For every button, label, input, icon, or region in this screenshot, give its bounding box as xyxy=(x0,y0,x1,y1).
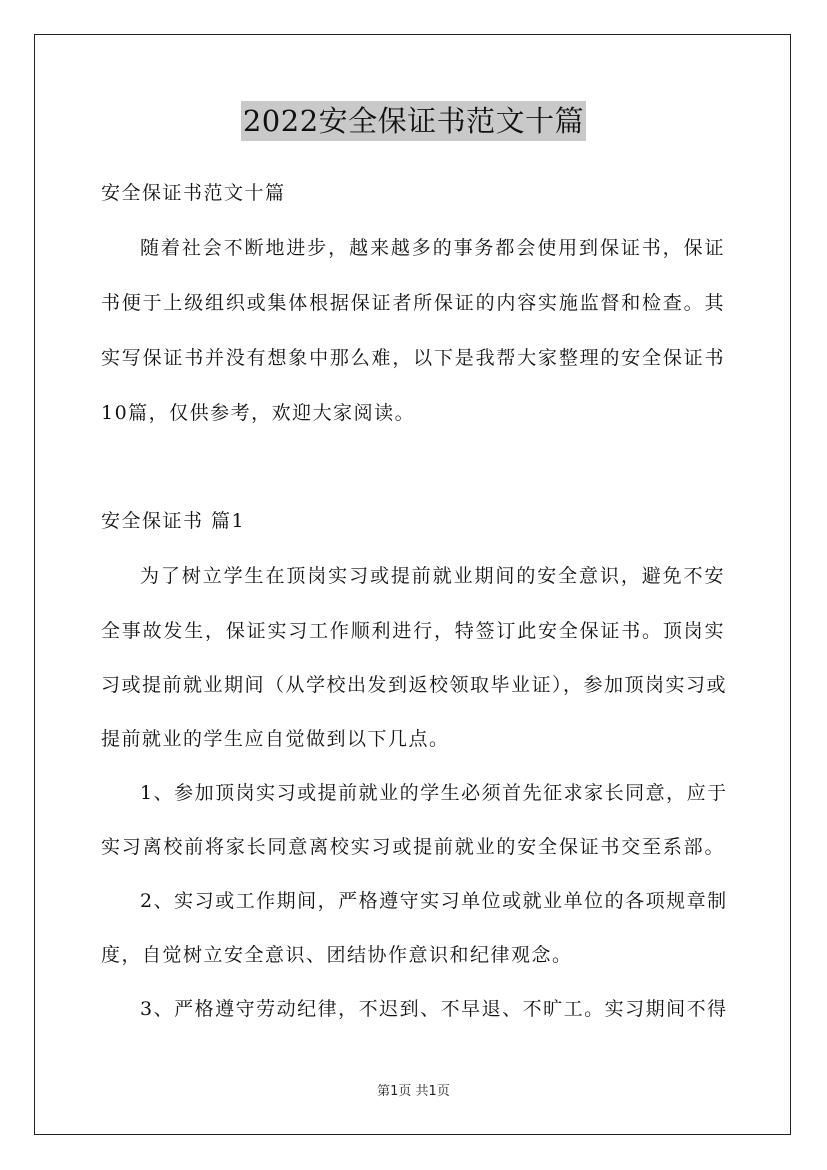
section-para-line-4: 提前就业的学生应自觉做到以下几点。 xyxy=(101,728,450,750)
document-title: 2022安全保证书范文十篇 xyxy=(241,101,586,141)
section-heading: 安全保证书 篇1 xyxy=(101,510,246,532)
intro-line-4: 10篇，仅供参考，欢迎大家阅读。 xyxy=(101,402,416,424)
item2-line-1: 2、实习或工作期间，严格遵守实习单位或就业单位的各项规章制 xyxy=(140,890,728,912)
item1-line-2: 实习离校前将家长同意离校实习或提前就业的安全保证书交至系部。 xyxy=(101,836,725,858)
intro-line-2: 书便于上级组织或集体根据保证者所保证的内容实施监督和检查。其 xyxy=(101,292,725,314)
title-container xyxy=(0,101,827,141)
item1-line-1: 1、参加顶岗实习或提前就业的学生必须首先征求家长同意，应于 xyxy=(140,782,728,804)
section-para-line-1: 为了树立学生在顶岗实习或提前就业期间的安全意识，避免不安 xyxy=(140,565,725,587)
section-para-line-3: 习或提前就业期间（从学校出发到返校领取毕业证），参加顶岗实习或 xyxy=(101,674,728,696)
item3-line-1: 3、严格遵守劳动纪律，不迟到、不早退、不旷工。实习期间不得 xyxy=(140,998,728,1020)
item2-line-2: 度，自觉树立安全意识、团结协作意识和纪律观念。 xyxy=(101,944,573,966)
subtitle: 安全保证书范文十篇 xyxy=(101,182,286,204)
section-para-line-2: 全事故发生，保证实习工作顺利进行，特签订此安全保证书。顶岗实 xyxy=(101,620,725,642)
intro-line-3: 实写保证书并没有想象中那么难，以下是我帮大家整理的安全保证书 xyxy=(101,347,725,369)
page-footer: 第1页 共1页 xyxy=(377,1084,450,1099)
intro-line-1: 随着社会不断地进步，越来越多的事务都会使用到保证书，保证 xyxy=(140,237,725,259)
